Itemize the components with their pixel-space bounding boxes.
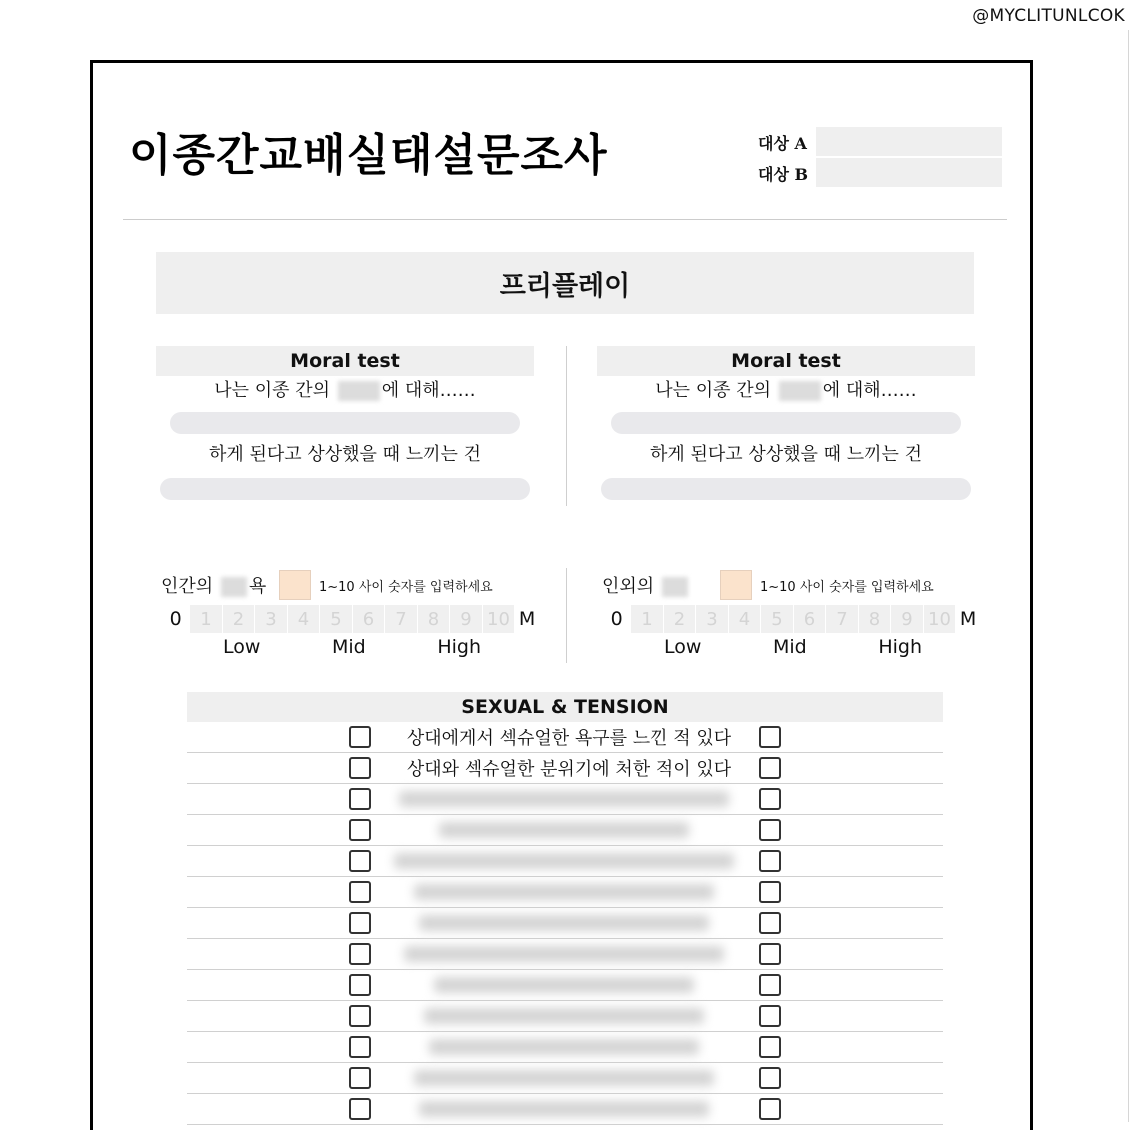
scale-hint: 1~10 사이 숫자를 입력하세요 [319, 579, 493, 595]
moral-prompt-prefix: 나는 이종 간의 [214, 380, 336, 401]
target-b-field[interactable] [816, 158, 1002, 189]
target-fields [758, 127, 1002, 189]
moral-prompt-suffix: 에 대해…… [381, 380, 476, 401]
question-row-redacted [187, 970, 943, 1001]
question-text: 상대에게서 섹슈얼한 욕구를 느낀 적 있다 [406, 728, 732, 749]
page-title: 이종간교배실태설문조사 [129, 130, 608, 181]
moral-test-header: Moral test [597, 346, 975, 376]
sexual-tension-section [187, 692, 943, 1125]
redacted-question [383, 1097, 745, 1121]
moral-column-divider [566, 346, 567, 506]
question-row-redacted [187, 784, 943, 815]
sexual-tension-header: SEXUAL & TENSION [187, 692, 943, 722]
scale-cell[interactable]: 9 [891, 605, 924, 633]
checkbox-right[interactable] [759, 1005, 781, 1027]
scale-min: 0 [169, 608, 182, 630]
scale-title: 인간의 욕 [161, 576, 267, 597]
redacted-word [221, 577, 247, 597]
scale-labels [161, 636, 539, 658]
question-row-redacted [187, 815, 943, 846]
checkbox-left[interactable] [349, 912, 371, 934]
redacted-question [383, 880, 745, 904]
moral-answer-field-2[interactable] [601, 478, 971, 500]
survey-sheet [90, 60, 1033, 1130]
redacted-word [662, 577, 688, 597]
scale-cell[interactable]: 7 [826, 605, 859, 633]
scale-cell[interactable]: 5 [761, 605, 794, 633]
scale-label-mid: Mid [332, 636, 366, 658]
checkbox-right[interactable] [759, 912, 781, 934]
checkbox-right[interactable] [759, 943, 781, 965]
moral-test-left [156, 346, 534, 500]
checkbox-left[interactable] [349, 819, 371, 841]
question-row [187, 722, 943, 753]
section-title: 프리플레이 [156, 252, 974, 314]
scale-cell[interactable]: 4 [729, 605, 762, 633]
scale-cell[interactable]: 7 [385, 605, 418, 633]
redacted-word [779, 381, 821, 401]
moral-answer-field-1[interactable] [611, 412, 961, 434]
question-row-redacted [187, 908, 943, 939]
checkbox-left[interactable] [349, 1036, 371, 1058]
scale-title: 인외의 [602, 572, 720, 598]
question-row-redacted [187, 1032, 943, 1063]
checkbox-left[interactable] [349, 726, 371, 748]
scale-cell[interactable]: 3 [696, 605, 729, 633]
scale-column-divider [566, 568, 567, 663]
redacted-question [383, 849, 745, 873]
scale-cell[interactable]: 1 [190, 605, 223, 633]
scale-cell[interactable]: 2 [664, 605, 697, 633]
target-row-b [758, 158, 1002, 189]
moral-test-right [597, 346, 975, 500]
scale-bar [161, 604, 539, 634]
page-edge-rule [1128, 30, 1129, 1122]
checkbox-left[interactable] [349, 850, 371, 872]
moral-prompt-line1 [156, 376, 534, 406]
question-row-redacted [187, 939, 943, 970]
scale-label-high: High [437, 636, 481, 658]
scale-header [161, 568, 539, 602]
scale-label-low: Low [664, 636, 702, 658]
scale-number-input[interactable] [720, 570, 752, 600]
checkbox-left[interactable] [349, 788, 371, 810]
checkbox-right[interactable] [759, 881, 781, 903]
moral-answer-field-1[interactable] [170, 412, 520, 434]
scale-header [602, 568, 980, 602]
moral-test-header: Moral test [156, 346, 534, 376]
checkbox-right[interactable] [759, 819, 781, 841]
checkbox-left[interactable] [349, 757, 371, 779]
moral-prompt-suffix: 에 대해…… [822, 380, 917, 401]
checkbox-left[interactable] [349, 1067, 371, 1089]
scale-human [161, 568, 539, 658]
redacted-question [383, 973, 745, 997]
target-b-label: 대상 B [758, 165, 809, 184]
moral-prompt-line2: 하게 된다고 상상했을 때 느끼는 건 [649, 444, 923, 465]
scale-cell[interactable]: 6 [794, 605, 827, 633]
redacted-question [383, 818, 745, 842]
scale-cell[interactable]: 9 [450, 605, 483, 633]
checkbox-left[interactable] [349, 943, 371, 965]
scale-number-input[interactable] [279, 570, 311, 600]
question-row [187, 753, 943, 784]
question-row-redacted [187, 1001, 943, 1032]
scale-label-mid: Mid [773, 636, 807, 658]
scale-cell[interactable]: 6 [353, 605, 386, 633]
checkbox-right[interactable] [759, 974, 781, 996]
scale-cell[interactable]: 4 [288, 605, 321, 633]
redacted-question [383, 1066, 745, 1090]
checkbox-right[interactable] [759, 1067, 781, 1089]
scale-max: M [959, 608, 977, 630]
checkbox-right[interactable] [759, 1098, 781, 1120]
scale-max: M [518, 608, 536, 630]
question-row-redacted [187, 877, 943, 908]
redacted-question [383, 942, 745, 966]
question-text: 상대와 섹슈얼한 분위기에 처한 적이 있다 [406, 759, 732, 780]
scale-cell[interactable]: 8 [859, 605, 892, 633]
scale-label-low: Low [223, 636, 261, 658]
moral-prompt-line2: 하게 된다고 상상했을 때 느끼는 건 [208, 444, 482, 465]
checkbox-left[interactable] [349, 974, 371, 996]
scale-label-high: High [878, 636, 922, 658]
scale-cell[interactable]: 3 [255, 605, 288, 633]
checkbox-right[interactable] [759, 757, 781, 779]
redacted-question [383, 787, 745, 811]
moral-prompt-line1 [597, 376, 975, 406]
question-row-redacted [187, 846, 943, 877]
redacted-question [383, 1035, 745, 1059]
scale-cell[interactable]: 5 [320, 605, 353, 633]
checkbox-left[interactable] [349, 881, 371, 903]
scale-cell[interactable]: 10 [924, 605, 957, 633]
scale-cell[interactable]: 2 [223, 605, 256, 633]
scale-labels [602, 636, 980, 658]
scale-hint: 1~10 사이 숫자를 입력하세요 [760, 579, 934, 595]
checkbox-right[interactable] [759, 1036, 781, 1058]
header-divider [123, 219, 1007, 220]
redacted-question [383, 1004, 745, 1028]
scale-bar [602, 604, 980, 634]
scale-nonhuman [602, 568, 980, 658]
moral-answer-field-2[interactable] [160, 478, 530, 500]
scale-cells [190, 605, 515, 633]
checkbox-right[interactable] [759, 788, 781, 810]
checkbox-left[interactable] [349, 1098, 371, 1120]
target-a-label: 대상 A [758, 134, 807, 153]
scale-cell[interactable]: 8 [418, 605, 451, 633]
scale-cell[interactable]: 10 [483, 605, 516, 633]
question-row-redacted [187, 1063, 943, 1094]
checkbox-left[interactable] [349, 1005, 371, 1027]
watermark: @MYCLITUNLCOK [972, 6, 1125, 26]
question-row-redacted [187, 1094, 943, 1125]
scale-min: 0 [610, 608, 623, 630]
scale-cells [631, 605, 956, 633]
target-a-field[interactable] [816, 127, 1002, 158]
scale-cell[interactable]: 1 [631, 605, 664, 633]
redacted-word [338, 381, 380, 401]
redacted-question [383, 911, 745, 935]
moral-prompt-prefix: 나는 이종 간의 [655, 380, 777, 401]
checkbox-right[interactable] [759, 850, 781, 872]
checkbox-right[interactable] [759, 726, 781, 748]
target-row-a [758, 127, 1002, 158]
